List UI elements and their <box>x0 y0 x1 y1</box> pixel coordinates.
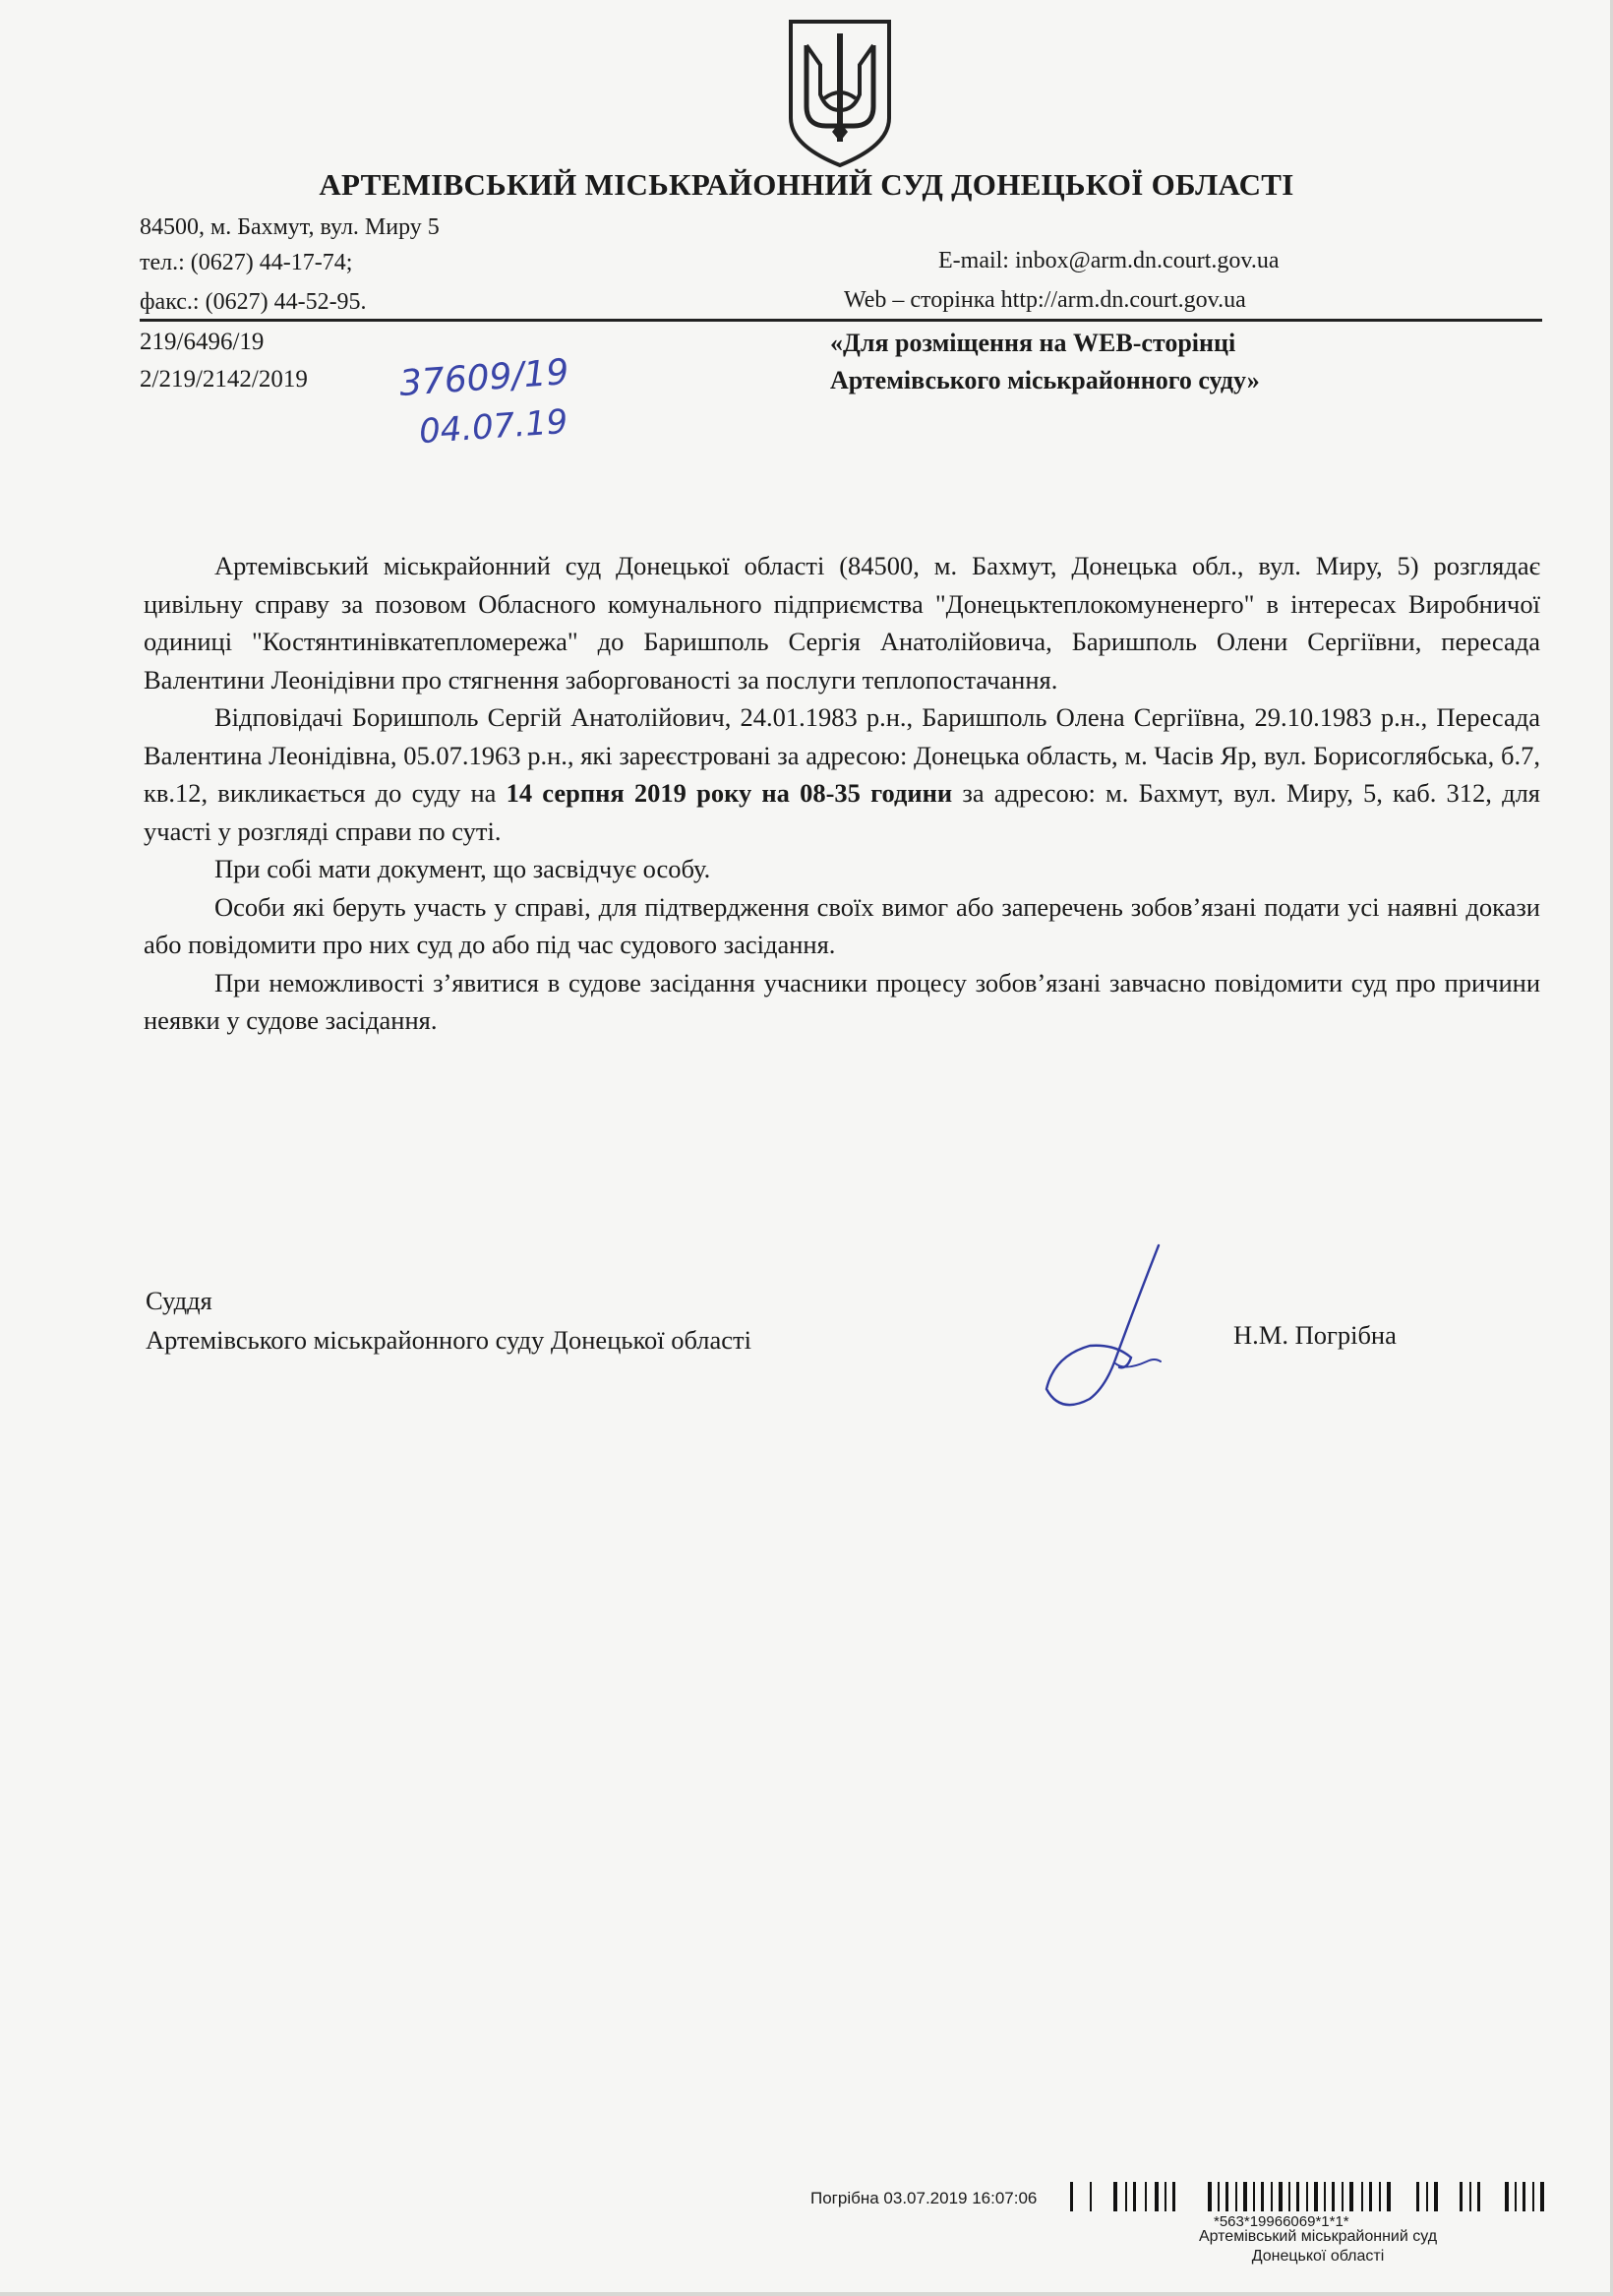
paragraph-case: Артемівський міськрайонний суд Донецької області (84500, м. Бахмут, Донецька обл., вул. Миру, 5) розглядає цивільну справу за позовом Обласного комунального підприємства "Донецьктеплокомуненерго" в інтересах Виробничої одиниці "Костянтинівкатепломережа" до Баришполь Сергія Анатолійовича, Баришполь Олени Сергіївни, пересада Валентини Леонідівни про стягнення заборгованості за послуги теплопостачання. <box>144 551 1540 695</box>
judge-name: Н.М. Погрібна <box>1233 1320 1397 1350</box>
court-phone: тел.: (0627) 44-17-74; <box>140 250 353 275</box>
notice-body <box>144 547 1540 1040</box>
placement-note-line2: Артемівського міськрайонного суду» <box>830 366 1260 394</box>
paragraph-absence: При неможливості з’явитися в судове засідання учасники процесу зобов’язані завчасно повідомити суд про причини неявки у судове засідання. <box>144 967 1540 1035</box>
signature-block <box>146 1281 751 1359</box>
court-website: Web – сторінка http://arm.dn.court.gov.ua <box>844 287 1246 313</box>
court-name: АРТЕМІВСЬКИЙ МІСЬКРАЙОННИЙ СУД ДОНЕЦЬКОЇ ОБЛАСТІ <box>319 167 1294 202</box>
judge-title: Суддя <box>146 1286 212 1315</box>
hearing-datetime: 14 серпня 2019 року на 08-35 години <box>506 778 953 808</box>
trident-emblem-icon <box>783 16 897 169</box>
placement-note-line1: «Для розміщення на WEB-сторінці <box>830 329 1236 357</box>
registration-stamp-meta: Погрібна 03.07.2019 16:07:06 <box>810 2189 1038 2207</box>
court-fax: факс.: (0627) 44-52-95. <box>140 289 367 315</box>
barcode-icon <box>1070 2182 1548 2211</box>
summons-text-end: за адресою: м. Бахмут, вул. Миру, 5, каб. 312, для участі у розгляді справи по суті. <box>144 778 1541 846</box>
court-address: 84500, м. Бахмут, вул. Миру 5 <box>140 214 440 240</box>
barcode-code: *563*19966069*1*1* <box>1214 2213 1349 2230</box>
registration-stamp-court <box>1141 2227 1495 2266</box>
judge-court: Артемівського міськрайонного суду Донецької області <box>146 1325 751 1355</box>
header-divider <box>140 319 1542 322</box>
stamp-court-line1: Артемівський міськрайонний суд <box>1198 2228 1438 2245</box>
summons-text-start: Відповідачі Боришполь Сергій Анатолійович, 24.01.1983 р.н., Баришполь Олена Сергіївна, 29.10.1983 р.н., Пересада Валентина Леонідівна, 05.07.1963 р.н., які зареєстровані за адресою: Донецька область, м. Часів Яр, вул. Борисоглябська, б.7, кв.12, викликається до суду на <box>144 702 1540 808</box>
court-email: E-mail: inbox@arm.dn.court.gov.ua <box>938 248 1280 273</box>
stamp-court-line2: Донецької області <box>1251 2248 1385 2265</box>
paragraph-evidence: Особи які беруть участь у справі, для підтвердження своїх вимог або заперечень зобов’язані подати усі наявні докази або повідомити про них суд до або під час судового засідання. <box>144 891 1540 959</box>
handwritten-incoming-date: 04.07.19 <box>417 401 569 453</box>
case-number: 219/6496/19 <box>140 329 265 355</box>
proceeding-number: 2/219/2142/2019 <box>140 366 308 393</box>
handwritten-signature <box>1021 1241 1168 1419</box>
paragraph-summons <box>144 698 1540 850</box>
paragraph-id-document: При собі мати документ, що засвідчує особу. <box>214 854 711 883</box>
placement-note <box>830 325 1260 399</box>
handwritten-incoming-number: 37609/19 <box>397 352 570 404</box>
